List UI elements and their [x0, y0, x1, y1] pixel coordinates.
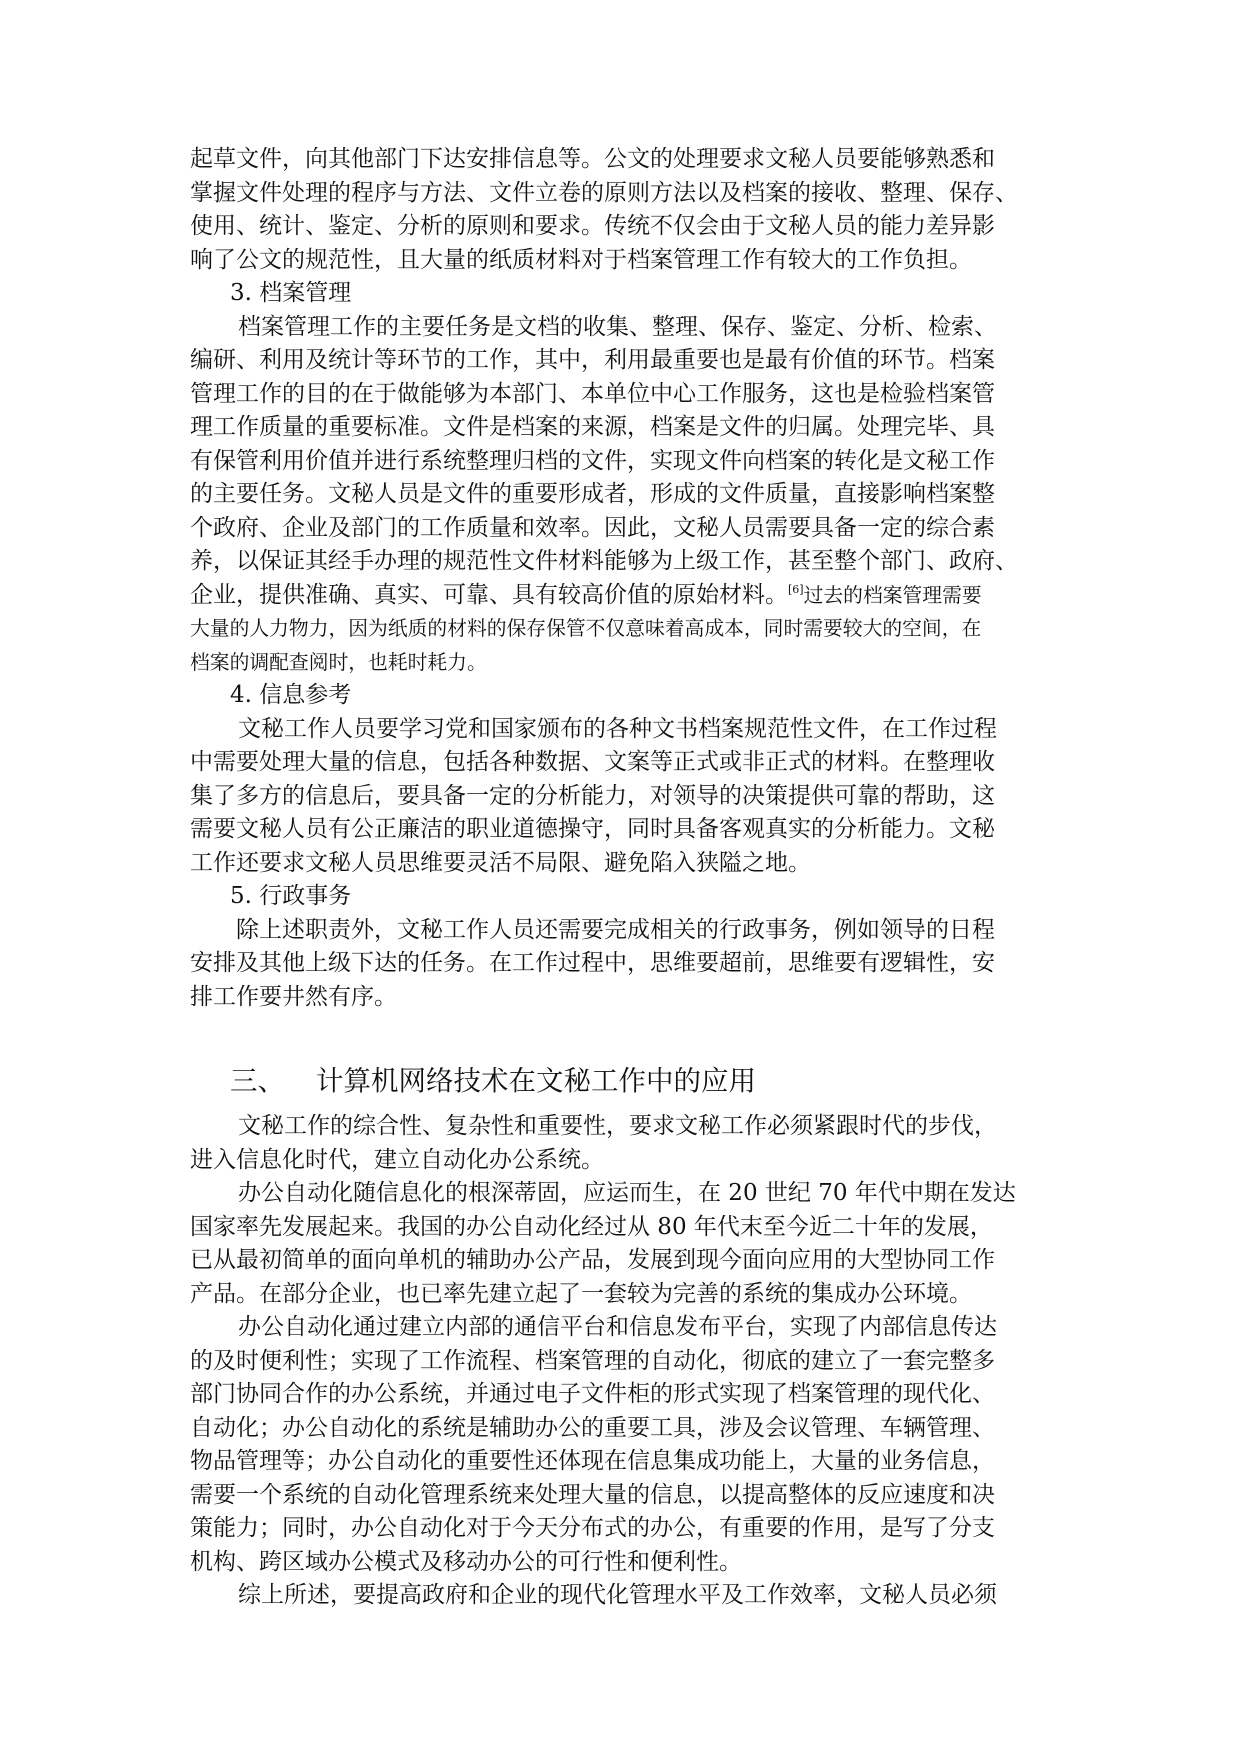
- text-line: 综上所述，要提高政府和企业的现代化管理水平及工作效率，文秘人员必须: [238, 1582, 997, 1608]
- text-line-small: 大量的人力物力，因为纸质的材料的保存保管不仅意味着高成本，同时需要较大的空间，在: [190, 617, 982, 640]
- text-line: 需要一个系统的自动化管理系统来处理大量的信息，以提高整体的反应速度和决: [190, 1481, 995, 1508]
- text-line: 需要文秘人员有公正廉洁的职业道德操守，同时具备客观真实的分析能力。文秘: [190, 816, 995, 842]
- text-line: 安排及其他上级下达的任务。在工作过程中，思维要超前，思维要有逻辑性，安: [190, 950, 995, 976]
- section-heading: [190, 1061, 1050, 1101]
- text-line: 机构、跨区域办公模式及移动办公的可行性和便利性。: [190, 1548, 742, 1575]
- paragraph-archives: [190, 311, 1050, 680]
- text-line: 文秘工作的综合性、复杂性和重要性，要求文秘工作必须紧跟时代的步伐，: [238, 1113, 997, 1139]
- text-line: 工作还要求文秘人员思维要灵活不局限、避免陷入狭隘之地。: [190, 849, 811, 876]
- paragraph-office-automation-benefits: [190, 1311, 1050, 1579]
- text-line: 有保管利用价值并进行系统整理归档的文件，实现文件向档案的转化是文秘工作: [190, 447, 995, 474]
- paragraph-intro: [190, 1110, 1050, 1177]
- text-line-small: 档案的调配查阅时，也耗时耗力。: [190, 650, 487, 674]
- paragraph-admin-affairs: [190, 914, 1050, 1015]
- text-line: 编研、利用及统计等环节的工作，其中，利用最重要也是最有价值的环节。档案: [190, 347, 995, 373]
- text-line: 的主要任务。文秘人员是文件的重要形成者，形成的文件质量，直接影响档案整: [190, 481, 995, 507]
- text-line: 响了公文的规范性，且大量的纸质材料对于档案管理工作有较大的工作负担。: [190, 246, 972, 273]
- text-line: 国家率先发展起来。我国的办公自动化经过从 80 年代末至今近二十年的发展，: [190, 1213, 993, 1240]
- subheading-archives: 3. 档案管理: [230, 280, 352, 306]
- paragraph-summary: [190, 1579, 1050, 1613]
- section-title: 计算机网络技术在文秘工作中的应用: [316, 1065, 756, 1097]
- section-number: 三、: [230, 1065, 285, 1097]
- text-line: 办公自动化随信息化的根深蒂固，应运而生，在 20 世纪 70 年代中期在发达: [238, 1180, 1016, 1206]
- text-line: 养，以保证其经手办理的规范性文件材料能够为上级工作，甚至整个部门、政府、: [190, 548, 1018, 574]
- text-line: 集了多方的信息后，要具备一定的分析能力，对领导的决策提供可靠的帮助，这: [190, 782, 995, 809]
- text-line: 产品。在部分企业，也已率先建立起了一套较为完善的系统的集成办公环境。: [190, 1280, 972, 1307]
- text-segment: 企业，提供准确、真实、可靠、具有较高价值的原始材料。: [190, 581, 788, 608]
- paragraph-info-reference: [190, 713, 1050, 881]
- text-line: 部门协同合作的办公系统，并通过电子文件柜的形式实现了档案管理的现代化、: [190, 1381, 995, 1407]
- text-segment: 过去的档案管理需要: [803, 583, 982, 607]
- text-line: 掌握文件处理的程序与方法、文件立卷的原则方法以及档案的接收、整理、保存、: [190, 179, 1018, 206]
- text-line: 起草文件，向其他部门下达安排信息等。公文的处理要求文秘人员要能够熟悉和: [190, 146, 995, 172]
- text-line: 办公自动化通过建立内部的通信平台和信息发布平台，实现了内部信息传达: [238, 1314, 997, 1340]
- text-line: 策能力；同时，办公自动化对于今天分布式的办公，有重要的作用，是写了分支: [190, 1515, 995, 1541]
- text-line: 档案管理工作的主要任务是文档的收集、整理、保存、鉴定、分析、检索、: [238, 313, 997, 340]
- paragraph-continued: [190, 143, 1050, 277]
- text-line-with-citation: [190, 579, 1050, 613]
- subheading-admin-affairs: 5. 行政事务: [230, 883, 352, 909]
- text-line: 使用、统计、鉴定、分析的原则和要求。传统不仅会由于文秘人员的能力差异影: [190, 213, 995, 239]
- text-line: 自动化；办公自动化的系统是辅助办公的重要工具，涉及会议管理、车辆管理、: [190, 1414, 995, 1441]
- text-line: 已从最初简单的面向单机的辅助办公产品，发展到现今面向应用的大型协同工作: [190, 1247, 995, 1273]
- text-line: 除上述职责外，文秘工作人员还需要完成相关的行政事务，例如领导的日程: [236, 916, 995, 943]
- text-line: 文秘工作人员要学习党和国家颁布的各种文书档案规范性文件，在工作过程: [238, 715, 997, 742]
- text-line: 物品管理等；办公自动化的重要性还体现在信息集成功能上，大量的业务信息，: [190, 1448, 995, 1474]
- text-line: 排工作要井然有序。: [190, 983, 397, 1010]
- subheading-info-reference: 4. 信息参考: [230, 682, 352, 708]
- text-line: 的及时便利性；实现了工作流程、档案管理的自动化，彻底的建立了一套完整多: [190, 1347, 995, 1374]
- text-line: 管理工作的目的在于做能够为本部门、本单位中心工作服务，这也是检验档案管: [190, 380, 995, 407]
- text-line: 进入信息化时代，建立自动化办公系统。: [190, 1146, 604, 1173]
- citation-ref: [6]: [788, 582, 804, 596]
- text-line: 个政府、企业及部门的工作质量和效率。因此，文秘人员需要具备一定的综合素: [190, 514, 995, 541]
- paragraph-office-automation-history: [190, 1177, 1050, 1311]
- text-line: 理工作质量的重要标准。文件是档案的来源，档案是文件的归属。处理完毕、具: [190, 414, 995, 440]
- text-line: 中需要处理大量的信息，包括各种数据、文案等正式或非正式的材料。在整理收: [190, 749, 995, 775]
- page-body: [190, 143, 1050, 1613]
